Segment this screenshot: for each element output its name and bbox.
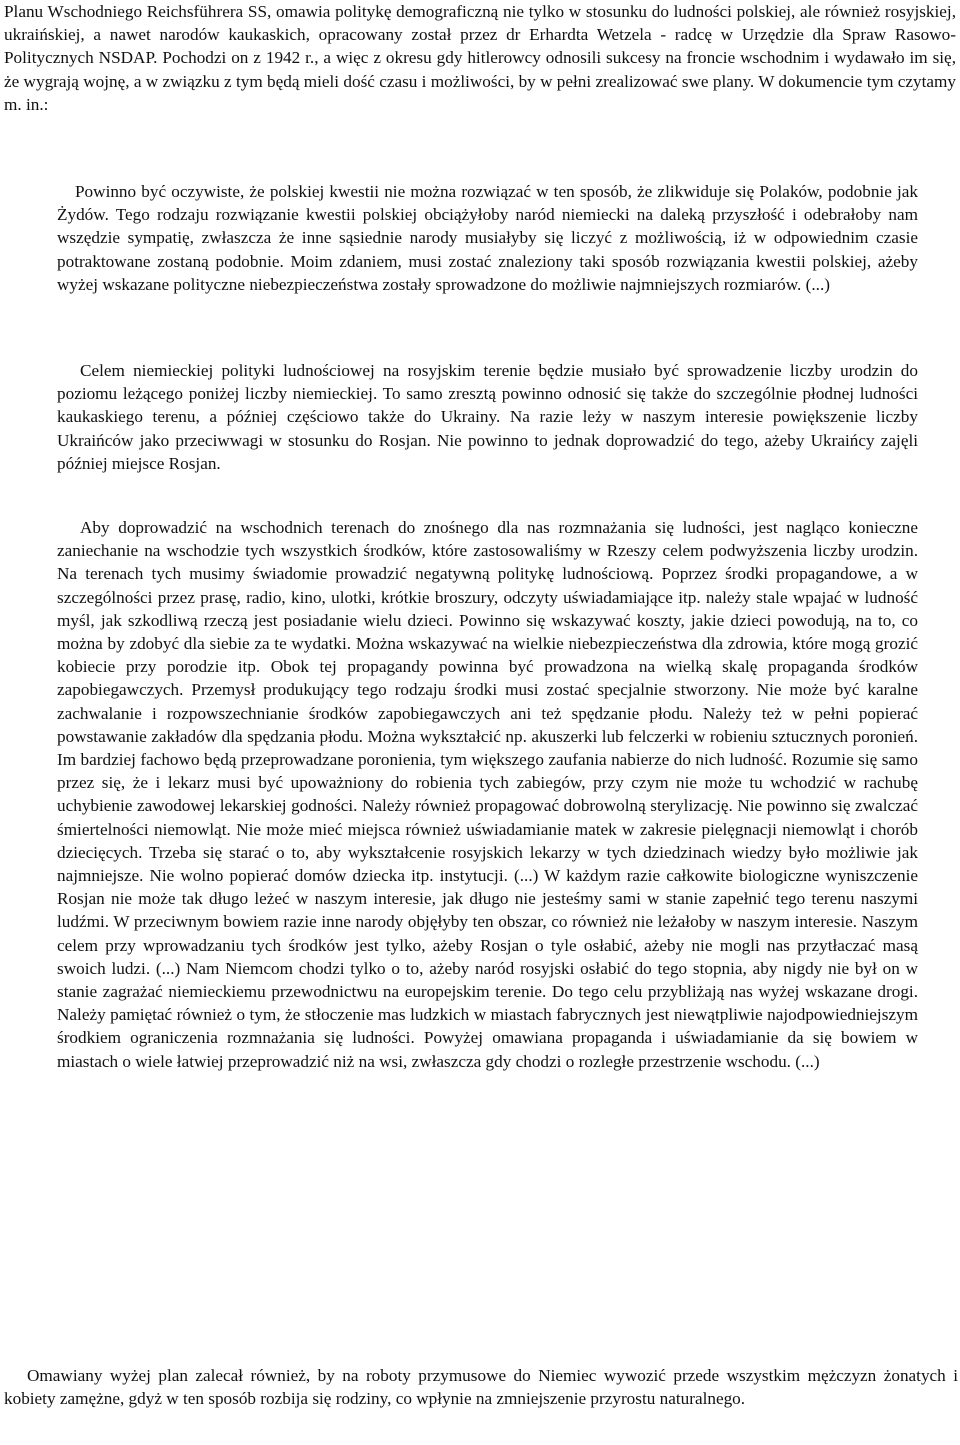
- intro-paragraph: Planu Wschodniego Reichsführera SS, omawia politykę demograficzną nie tylko w stosunku do ludności polskiej, ale również rosyjskiej, ukraińskiej, a nawet narodów kaukaskich, opracowany został przez dr Erhardta Wetzela - radcę w Urzędzie dla Spraw Rasowo-Politycznych NSDAP. Pochodzi on z 1942 r., a więc z okresu gdy hitlerowcy odnosili sukcesy na froncie wschodnim i wydawało im się, że wygrają wojnę, a w związku z tym będą mieli dość czasu i możliwości, by w pełni zrealizować swe plany. W dokumencie tym czytamy m. in.:: [4, 2, 956, 114]
- quote-paragraph-1: Powinno być oczywiste, że polskiej kwestii nie można rozwiązać w ten sposób, że zlikwiduje się Polaków, podobnie jak Żydów. Tego rodzaju rozwiązanie kwestii polskiej obciążyłoby naród niemiecki na daleką przyszłość i odebrałoby nam wszędzie sympatię, zwłaszcza że inne sąsiednie narody musiałyby się liczyć z możliwością, iż w odpowiednim czasie potraktowane zostaną podobnie. Moim zdaniem, musi zostać znaleziony taki sposób rozwiązania kwestii polskiej, ażeby wyżej wskazane polityczne niebezpieczeństwa zostały sprowadzone do możliwie najmniejszych rozmiarów. (...): [57, 182, 918, 294]
- quote-paragraph-3: Aby doprowadzić na wschodnich terenach do znośnego dla nas rozmnażania się ludności, jest nagląco konieczne zaniechanie na wschodzie tych wszystkich środków, które zastosowaliśmy w Rzeszy celem podwyższenia liczby urodzin. Na terenach tych musimy świadomie prowadzić negatywną politykę ludnościową. Poprzez środki propagandowe, a w szczególności przez prasę, radio, kino, ulotki, krótkie broszury, odczyty uświadamiające itp. należy stale wpajać w ludność myśl, jak szkodliwą rzeczą jest posiadanie wielu dzieci. Powinno się wskazywać koszty, jakie dzieci powodują, na to, co można by zdobyć dla siebie za te wydatki. Można wskazywać na wielkie niebezpieczeństwa dla zdrowia, które mogą grozić kobiecie przy porodzie itp. Obok tej propagandy powinna być prowadzona na wielką skalę propaganda środków zapobiegawczych. Przemysł produkujący tego rodzaju środki musi zostać specjalnie stworzony. Nie może być karalne zachwalanie i rozpowszechnianie środków zapobiegawczych ani też spędzanie płodu. Należy też w pełni popierać powstawanie zakładów dla spędzania płodu. Można wykształcić np. akuszerki lub felczerki w robieniu sztucznych poronień. Im bardziej fachowo będą przeprowadzane poronienia, tym większego zaufania nabierze do nich ludność. Rozumie się samo przez się, że i lekarz musi być upoważniony do robienia tych zabiegów, przy czym nie może tu wchodzić w rachubę uchybienie zawodowej lekarskiej godności. Należy również propagować dobrowolną sterylizację. Nie powinno się zwalczać śmiertelności niemowląt. Nie może mieć miejsca również uświadamianie matek w zakresie pielęgnacji niemowląt i chorób dziecięcych. Trzeba się starać o to, aby wykształcenie rosyjskich lekarzy w tych dziedzinach wiedzy było możliwie jak najmniejsze. Nie wolno popierać domów dziecka itp. instytucji. (...) W każdym razie całkowite biologiczne wyniszczenie Rosjan nie może tak długo leżeć w naszym interesie, jak długo nie jesteśmy sami w stanie zapełnić tego terenu naszymi ludźmi. W przeciwnym bowiem razie inne narody objęłyby ten obszar, co również nie leżałoby w naszym interesie. Naszym celem przy wprowadzaniu tych środków jest tylko, ażeby Rosjan o tyle osłabić, ażeby nie mogli nas przytłaczać masą swoich ludzi. (...) Nam Niemcom chodzi tylko o to, ażeby naród rosyjski osłabić do tego stopnia, aby nigdy nie był on w stanie zagrażać niemieckiemu przewodnictwu na europejskim terenie. Do tego celu przybliżają nas wyżej wskazane drogi. Należy pamiętać również o tym, że stłoczenie mas ludzkich w miastach fabrycznych jest niewątpliwie najodpowiedniejszym środkiem ograniczenia rozmnażania się ludności. Powyżej omawiana propaganda i uświadamianie da się bowiem w miastach o wiele łatwiej przeprowadzić niż na wsi, zwłaszcza gdy chodzi o rozległe przestrzenie wschodu. (...): [57, 518, 918, 1071]
- closing-paragraph: Omawiany wyżej plan zalecał również, by na roboty przymusowe do Niemiec wywozić przede wszystkim mężczyzn żonatych i kobiety zamężne, gdyż w ten sposób rozbija się rodziny, co wpłynie na zmniejszenie przyrostu naturalnego.: [4, 1366, 958, 1409]
- quote-paragraph-2: Celem niemieckiej polityki ludnościowej na rosyjskim terenie będzie musiało być sprowadzenie liczby urodzin do poziomu leżącego poniżej liczby niemieckiej. To samo zresztą powinno odnosić się także do szczególnie płodnej ludności kaukaskiego terenu, a później częściowo także do Ukrainy. Na razie leży w naszym interesie powiększenie liczby Ukraińców jako przeciwwagi w stosunku do Rosjan. Nie powinno to jednak doprowadzić do tego, ażeby Ukraińcy zajęli później miejsce Rosjan.: [57, 361, 918, 473]
